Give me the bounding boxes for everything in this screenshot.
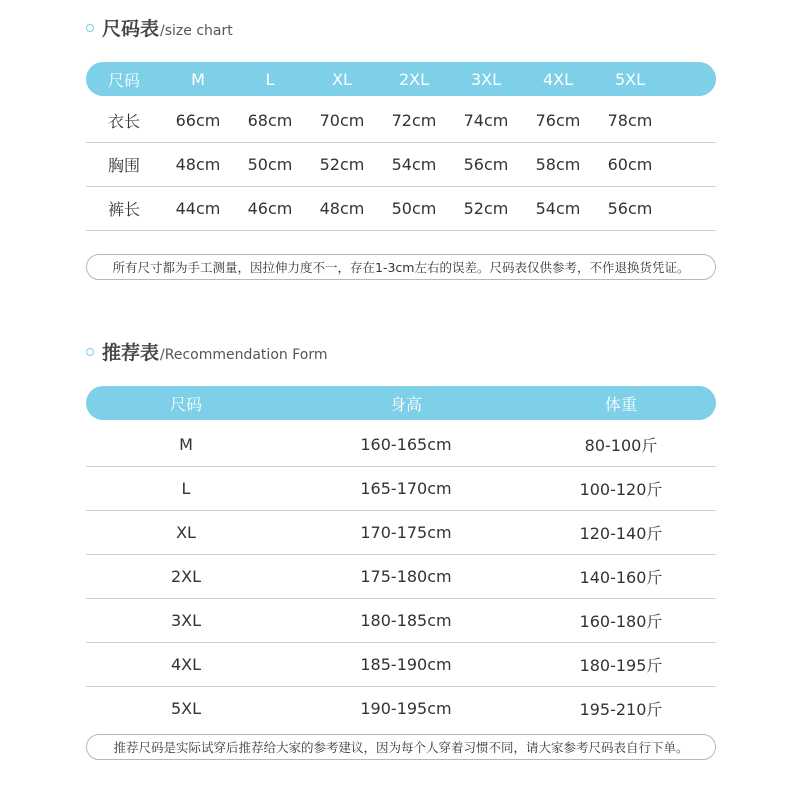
table-row — [86, 99, 716, 143]
table-cell: 44cm — [175, 199, 221, 218]
table-cell: 58cm — [535, 155, 581, 174]
height-cell: 190-195cm — [360, 699, 452, 718]
table-row — [86, 687, 716, 730]
size-cell: L — [181, 479, 191, 498]
circle-bullet-icon — [86, 24, 94, 32]
weight-cell: 180-195斤 — [579, 656, 663, 675]
table-cell: 56cm — [463, 155, 509, 174]
table-cell: 48cm — [175, 155, 221, 174]
size-chart-header — [86, 62, 716, 96]
weight-cell: 140-160斤 — [579, 568, 663, 587]
header-cell: 身高 — [389, 394, 422, 414]
table-row — [86, 467, 716, 511]
table-cell: 56cm — [607, 199, 653, 218]
size-cell: M — [179, 435, 193, 454]
weight-cell: 100-120斤 — [579, 480, 663, 499]
height-cell: 175-180cm — [360, 567, 452, 586]
table-row — [86, 423, 716, 467]
header-cell: L — [265, 69, 275, 89]
table-row — [86, 143, 716, 187]
table-cell: 60cm — [607, 155, 653, 174]
weight-cell: 160-180斤 — [579, 612, 663, 631]
header-cell: 体重 — [604, 394, 637, 414]
table-cell: 50cm — [391, 199, 437, 218]
weight-cell: 195-210斤 — [579, 700, 663, 719]
table-cell: 76cm — [535, 111, 581, 130]
header-cell: 5XL — [614, 69, 646, 89]
header-cell: 3XL — [470, 69, 502, 89]
height-cell: 185-190cm — [360, 655, 452, 674]
size-chart-note: 所有尺寸都为手工测量，因拉伸力度不一，存在1-3cm左右的误差。尺码表仅供参考，不作退换货凭证。 — [86, 254, 716, 280]
circle-bullet-icon — [86, 348, 94, 356]
table-row — [86, 555, 716, 599]
header-cell: XL — [332, 69, 352, 89]
recommendation-title: 推荐表 — [102, 342, 160, 364]
row-label: 衣长 — [107, 112, 140, 131]
recommendation-table — [86, 386, 716, 730]
header-cell: 尺码 — [169, 394, 202, 414]
table-cell: 52cm — [319, 155, 365, 174]
recommendation-subtitle: /Recommendation Form — [160, 347, 328, 363]
table-cell: 74cm — [463, 111, 509, 130]
height-cell: 160-165cm — [360, 435, 452, 454]
row-label: 胸围 — [107, 156, 140, 175]
table-cell: 66cm — [175, 111, 221, 130]
height-cell: 180-185cm — [360, 611, 452, 630]
size-chart-table — [86, 62, 716, 231]
table-cell: 78cm — [607, 111, 653, 130]
recommendation-header — [86, 386, 716, 420]
height-cell: 170-175cm — [360, 523, 452, 542]
table-row — [86, 643, 716, 687]
header-cell: 4XL — [542, 69, 574, 89]
table-cell: 48cm — [319, 199, 365, 218]
weight-cell: 80-100斤 — [584, 436, 658, 455]
table-cell: 72cm — [391, 111, 437, 130]
recommendation-note: 推荐尺码是实际试穿后推荐给大家的参考建议，因为每个人穿着习惯不同，请大家参考尺码表自行下单。 — [86, 734, 716, 760]
size-cell: XL — [176, 523, 196, 542]
header-cell: M — [191, 69, 205, 89]
table-cell: 46cm — [247, 199, 293, 218]
size-chart-title: 尺码表 — [102, 18, 160, 40]
header-cell: 尺码 — [107, 70, 140, 90]
table-cell: 54cm — [535, 199, 581, 218]
size-chart-subtitle: /size chart — [160, 23, 233, 39]
table-cell: 54cm — [391, 155, 437, 174]
size-cell: 5XL — [170, 699, 202, 718]
table-row — [86, 187, 716, 231]
table-row — [86, 599, 716, 643]
table-row — [86, 511, 716, 555]
height-cell: 165-170cm — [360, 479, 452, 498]
weight-cell: 120-140斤 — [579, 524, 663, 543]
table-cell: 68cm — [247, 111, 293, 130]
table-cell: 52cm — [463, 199, 509, 218]
size-cell: 4XL — [170, 655, 202, 674]
header-cell: 2XL — [398, 69, 430, 89]
table-cell: 70cm — [319, 111, 365, 130]
size-cell: 2XL — [170, 567, 202, 586]
size-cell: 3XL — [170, 611, 202, 630]
recommendation-heading — [86, 338, 327, 365]
size-chart-heading — [86, 14, 233, 41]
row-label: 裤长 — [107, 200, 140, 219]
table-cell: 50cm — [247, 155, 293, 174]
